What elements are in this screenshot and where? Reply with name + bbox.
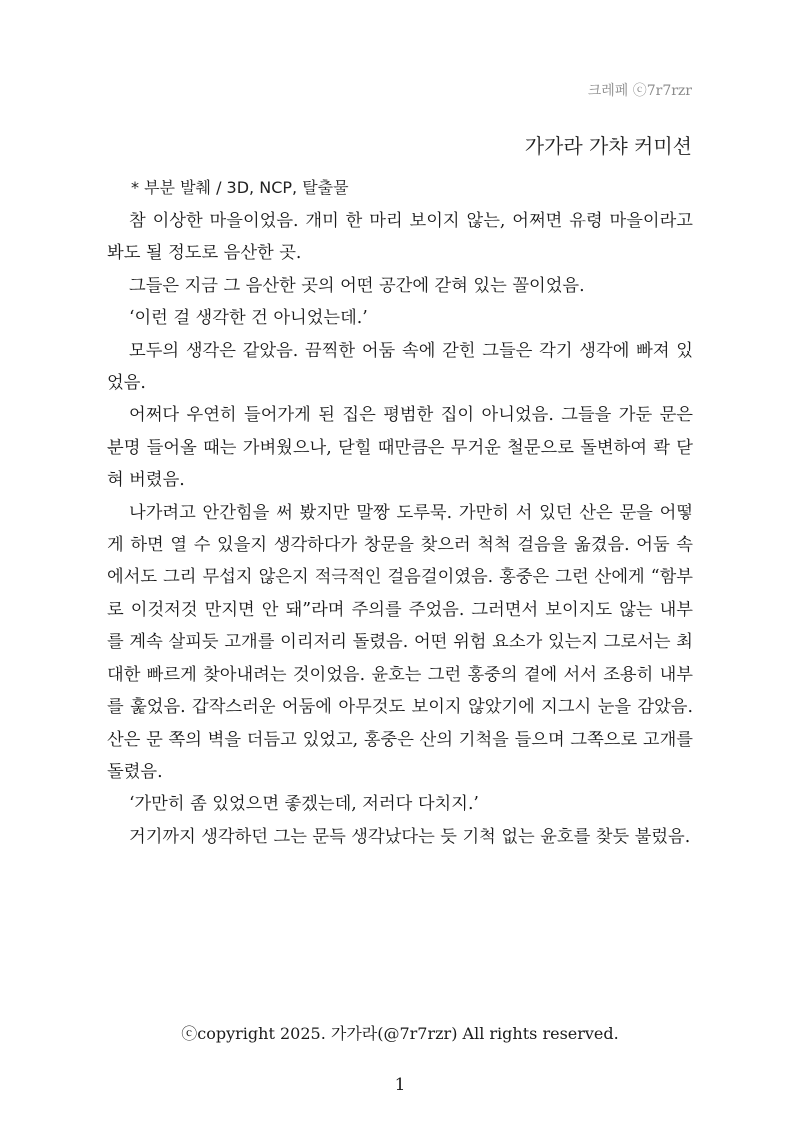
- paragraph: ‘이런 걸 생각한 건 아니었는데.’: [129, 308, 368, 329]
- paragraph: 어쩌다 우연히 들어가게 된 집은 평범한 집이 아니었음. 그들을 가둔 문은 분명 들어올 때는 가벼웠으나, 닫힐 때만큼은 무거운 철문으로 돌변하여 콱 닫혀 버렸음.: [107, 405, 693, 491]
- paragraph: 참 이상한 마을이었음. 개미 한 마리 보이지 않는, 어쩌면 유령 마을이라고 봐도 될 정도로 음산한 곳.: [107, 211, 693, 264]
- paragraph: ‘가만히 좀 있었으면 좋겠는데, 저러다 다치지.’: [129, 794, 479, 815]
- document-title: 가가라 가챠 커미션: [524, 134, 692, 158]
- paragraph: 그들은 지금 그 음산한 곳의 어떤 공간에 갇혀 있는 꼴이었음.: [129, 275, 585, 296]
- page-number: 1: [394, 1075, 406, 1095]
- paragraph: 모두의 생각은 같았음. 끔찍한 어둠 속에 갇힌 그들은 각기 생각에 빠져 있었음.: [107, 340, 693, 394]
- paragraph: 나가려고 안간힘을 써 봤지만 말짱 도루묵. 가만히 서 있던 산은 문을 어떻게 하면 열 수 있을지 생각하다가 창문을 찾으러 척척 걸음을 옮겼음. 어둠 속에서도 그리 무섭지 않은지 적극적인 걸음걸이였음. 홍중은 그런 산에게 “함부로 이것저것 만지면 안 돼”라며 주의를 주었음. 그러면서 보이지도 않는 내부를 계속 살피듯 고개를 이리저리 돌렸음. 어떤 위험 요소가 있는지 그로서는 최대한 빠르게 찾아내려는 것이었음. 윤호는 그런 홍중의 곁에 서서 조용히 내부를 훑었음. 갑작스러운 어둠에 아무것도 보이지 않았기에 지그시 눈을 감았음. 산은 문 쪽의 벽을 더듬고 있었고, 홍중은 산의 기척을 들으며 그쪽으로 고개를 돌렸음.: [107, 502, 693, 782]
- content-tags: * 부분 발췌 / 3D, NCP, 탈출물: [131, 178, 349, 197]
- story-body: [107, 205, 693, 853]
- paragraph: 거기까지 생각하던 그는 문득 생각났다는 듯 기척 없는 윤호를 찾듯 불렀음.: [129, 826, 691, 847]
- author-credit: 크레페 ⓒ7r7rzr: [587, 83, 692, 99]
- copyright-notice: ⓒcopyright 2025. 가가라(@7r7rzr) All rights reserved.: [181, 1024, 619, 1043]
